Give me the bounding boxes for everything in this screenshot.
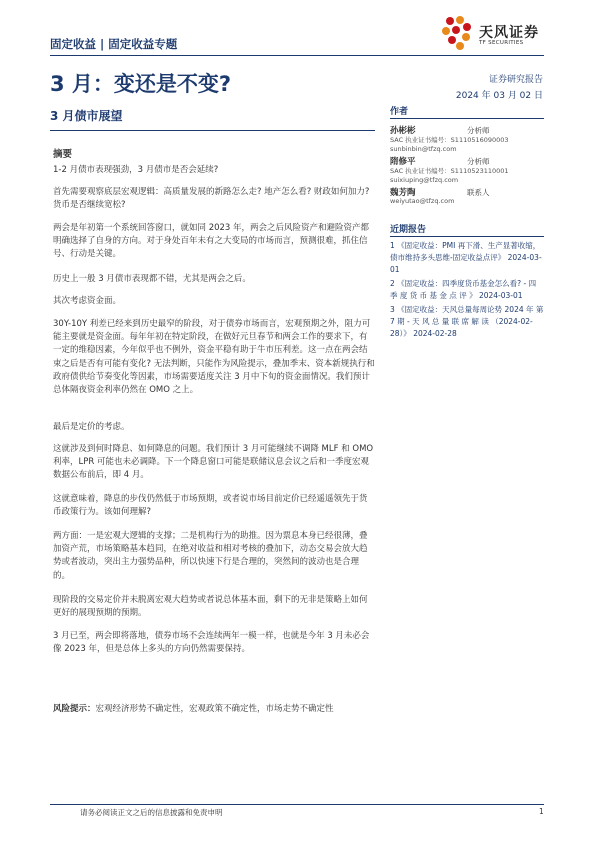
related-report-list	[390, 240, 544, 342]
related-report-title[interactable]: 3 《固定收益：天风总量每周论势 2024 年 第 7 期 - 天 风 总 量 联 席 解 读 （2024-02-28）》	[390, 305, 544, 338]
subtitle-divider	[50, 130, 375, 131]
abstract-heading: 摘要	[53, 149, 73, 160]
related-report-item[interactable]	[390, 278, 544, 302]
related-report-title[interactable]: 1 《固定收益：PMI 再下滑、生产显著收缩，债市维持多头思维-固定收益点评》	[390, 241, 541, 262]
paragraph-3: 两会是年初第一个系统回答窗口，就如同 2023 年，两会之后风险资产和避险资产都明确选择了自身的方向。对于身处百年未有之大变局的市场而言，预测很难，抓住信号、行动是关键。	[53, 223, 370, 260]
author-role: 分析师	[467, 126, 490, 135]
author-email[interactable]: suixiuping@tfzq.com	[390, 176, 459, 184]
related-report-date: 2024-03-01	[390, 253, 542, 274]
authors-heading: 作者	[390, 107, 409, 117]
brand-name-en: TF SECURITIES	[479, 40, 524, 46]
related-reports-heading: 近期报告	[390, 225, 427, 235]
report-date: 2024 年 03 月 02 日	[455, 91, 543, 101]
author-email[interactable]: sunbinbin@tfzq.com	[390, 145, 457, 153]
author-license: SAC 执业证书编号：S1110516090003	[390, 136, 509, 144]
report-title: 3 月：变还是不变?	[50, 72, 232, 96]
paragraph-9: 这就意味着，降息的步伐仍然低于市场预期，或者说市场目前定价已经遥遥领先于货币政策行为。该如何理解?	[53, 494, 368, 518]
risk-warning	[53, 703, 375, 716]
footer-divider	[50, 804, 544, 805]
author-name: 隋修平	[390, 157, 416, 167]
author-role: 联系人	[467, 188, 490, 197]
author-license: SAC 执业证书编号：S1110523110001	[390, 167, 509, 175]
report-subtitle: 3 月债市展望	[50, 109, 123, 123]
author-name: 孙彬彬	[390, 126, 416, 136]
paragraph-11: 现阶段的交易定价并未脱离宏观大趋势或者说总体基本面，剩下的无非是策略上如何更好的展现预期的预期。	[53, 595, 368, 619]
paragraph-7: 最后是定价的考虑。	[53, 422, 130, 432]
risk-label: 风险提示：	[53, 704, 96, 714]
author-email[interactable]: weiyutao@tfzq.com	[390, 197, 455, 205]
paragraph-8: 这就涉及到何时降息、如何降息的问题。我们预计 3 月可能继续不调降 MLF 和 OMO 利率，LPR 可能也未必调降。下一个降息窗口可能是联储议息会议之后和一季度宏观数据公布前后，即 4 月。	[53, 444, 374, 481]
related-divider	[390, 236, 544, 237]
related-report-date: 2024-03-01	[478, 291, 523, 300]
paragraph-6: 30Y-10Y 利差已经来到历史最窄的阶段，对于债券市场而言，宏观预期之外，阻力可能主要就是资金面。每年年初在特定阶段，在做好元旦春节和两会工作的要求下，有一定的维稳因素，今年似乎也不例外，资金平稳有助于牛市压利差。这一点在两会结束之后是否有可能有变化? 无法判断，只能作为风险提示，叠加季末、资本新规执行和政府债供给节奏变化等因素，市场需要适度关注 3 月中下旬的资金面情况。我们预计总体隔夜资金利率仍然在 OMO 之上。	[53, 319, 375, 396]
authors-divider	[390, 118, 544, 119]
paragraph-4: 历史上一般 3 月债市表现都不错，尤其是两会之后。	[53, 274, 251, 284]
page-number: 1	[539, 807, 544, 816]
paragraph-2: 首先需要观察底层宏观逻辑：高质量发展的新路怎么走? 地产怎么看? 财政如何加力? 货币是否继续宽松?	[53, 187, 370, 211]
risk-text: 宏观经济形势不确定性，宏观政策不确定性，市场走势不确定性	[95, 704, 334, 714]
author-role: 分析师	[467, 157, 490, 166]
related-report-item[interactable]	[390, 304, 544, 340]
paragraph-5: 其次考虑资金面。	[53, 296, 122, 306]
related-report-item[interactable]	[390, 240, 544, 276]
paragraph-12: 3 月已至，两会即将落地，债券市场不会连续两年一模一样，也就是今年 3 月未必会像 2023 年，但是总体上多头的方向仍然需要保持。	[53, 631, 370, 655]
brand-name: 天风证券	[479, 25, 539, 41]
header-category: 固定收益 | 固定收益专题	[50, 37, 178, 51]
report-type: 证券研究报告	[488, 75, 543, 85]
related-report-date: 2024-02-28	[413, 329, 457, 338]
paragraph-10: 两方面：一是宏观大逻辑的支撑；二是机构行为的助推。因为票息本身已经很薄，叠加资产荒，市场策略基本趋同，在绝对收益和相对考核的叠加下，动态交易会放大趋势或者波动，突出主力强势品种，所以快速下行是合理的，突然间的波动也是合理的。	[53, 531, 368, 581]
author-name: 魏芳陶	[390, 188, 416, 198]
paragraph-1: 1-2 月债市表现强劲，3 月债市是否会延续?	[53, 165, 219, 175]
header-divider	[50, 55, 544, 56]
footer-disclaimer: 请务必阅读正文之后的信息披露和免责申明	[80, 808, 223, 817]
related-report-title[interactable]: 2 《固定收益：四季度货币基金怎么看? - 四 季 度 货 币 基 金 点 评 》	[390, 279, 537, 300]
